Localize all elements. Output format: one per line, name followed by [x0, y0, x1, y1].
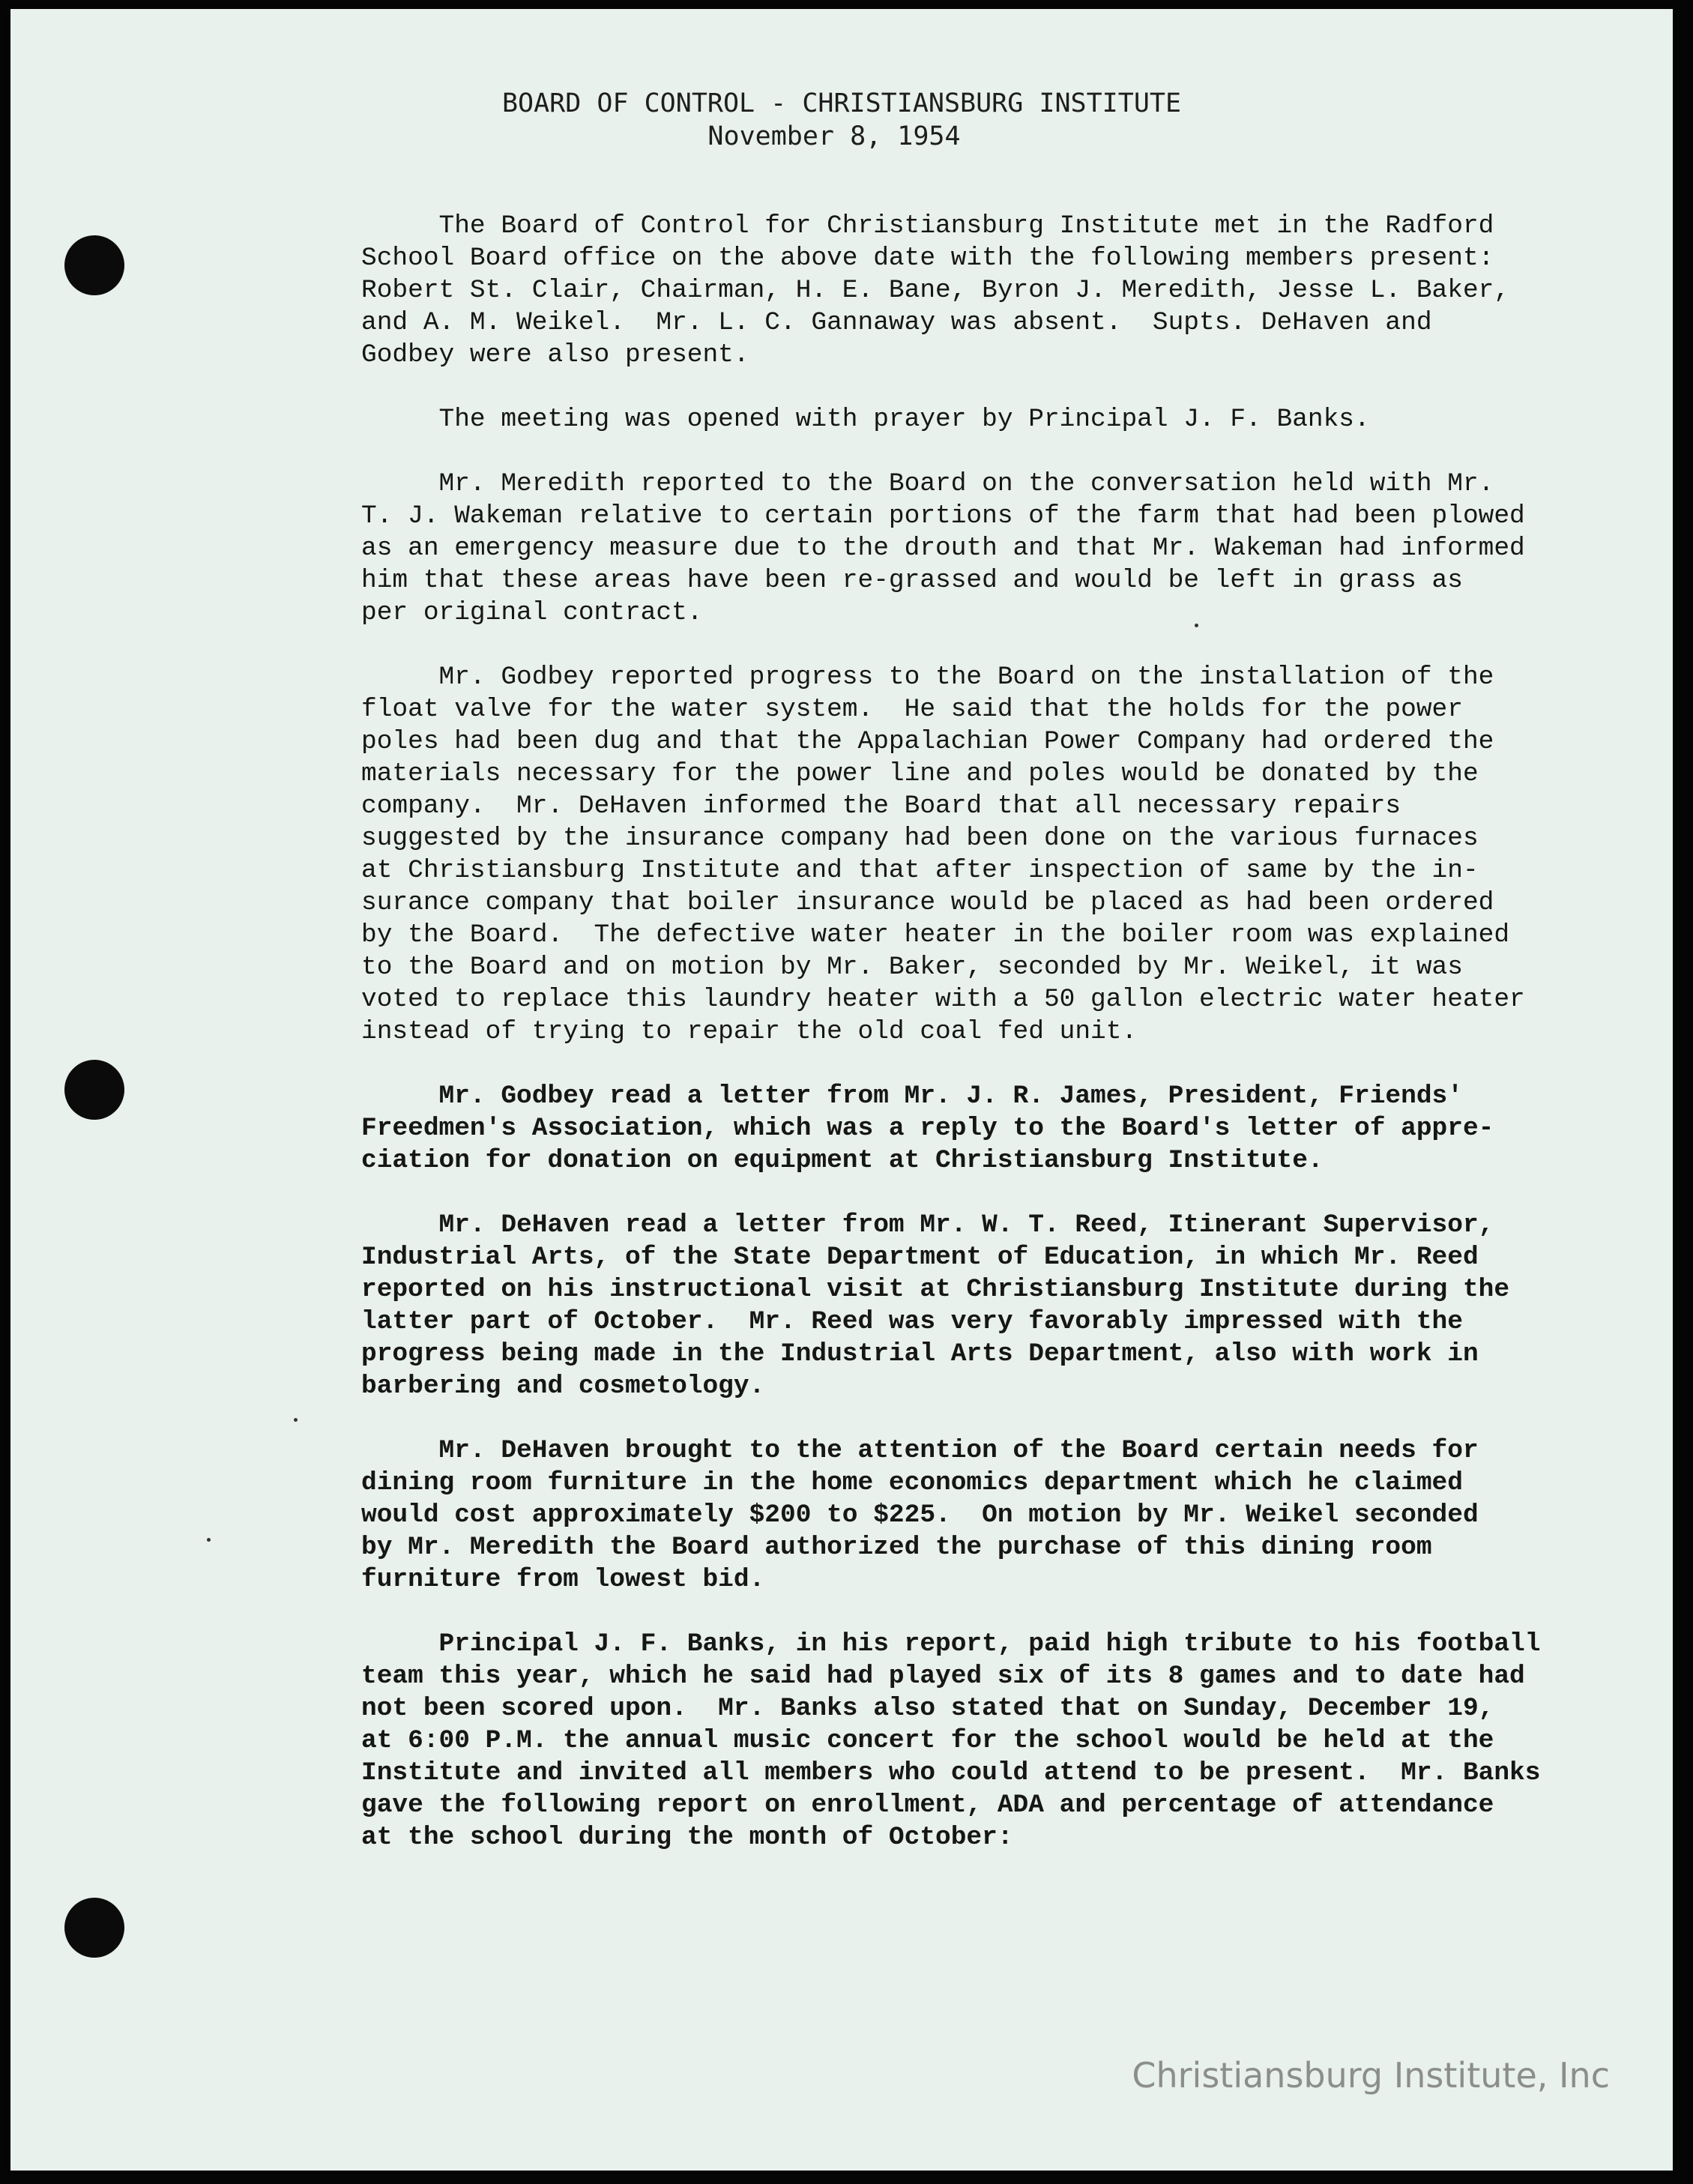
paragraph-line: surance company that boiler insurance would be placed as had been ordered [361, 888, 1494, 917]
minutes-paragraph [361, 1628, 1605, 1853]
paragraph-line: Mr. DeHaven brought to the attention of the Board certain needs for [361, 1436, 1479, 1465]
paragraph-line: to the Board and on motion by Mr. Baker, seconded by Mr. Weikel, it was [361, 953, 1463, 982]
paragraph-line: Godbey were also present. [361, 340, 749, 369]
paragraph-line: per original contract. [361, 598, 703, 627]
minutes-paragraph [361, 1209, 1605, 1402]
paragraph-line: by Mr. Meredith the Board authorized the purchase of this dining room [361, 1533, 1432, 1562]
paragraph-line: at Christiansburg Institute and that after inspection of same by the in- [361, 856, 1479, 885]
paragraph-line: as an emergency measure due to the drouth and that Mr. Wakeman had informed [361, 534, 1525, 563]
paragraph-line: at the school during the month of October: [361, 1823, 1013, 1852]
paragraph-line: T. J. Wakeman relative to certain portions of the farm that had been plowed [361, 501, 1525, 531]
paragraph-line: Industrial Arts, of the State Department of Education, in which Mr. Reed [361, 1243, 1479, 1272]
paper-speck [207, 1538, 211, 1542]
minutes-paragraph [361, 403, 1605, 435]
binder-hole-middle [64, 1060, 124, 1120]
watermark: Christiansburg Institute, Inc [1132, 2055, 1610, 2096]
document-date: November 8, 1954 [707, 121, 961, 151]
paper-speck [294, 1418, 298, 1422]
paragraph-line: Mr. Godbey reported progress to the Board on the installation of the [361, 663, 1494, 692]
paragraph-line: Freedmen's Association, which was a reply to the Board's letter of appre- [361, 1114, 1494, 1143]
paragraph-line: materials necessary for the power line and poles would be donated by the [361, 759, 1479, 788]
paragraph-line: furniture from lowest bid. [361, 1565, 765, 1594]
document-title: BOARD OF CONTROL - CHRISTIANSBURG INSTITUTE [501, 88, 1182, 118]
paragraph-line: latter part of October. Mr. Reed was very favorably impressed with the [361, 1307, 1463, 1336]
binder-hole-bottom [64, 1898, 124, 1958]
paragraph-line: Principal J. F. Banks, in his report, paid high tribute to his football [361, 1629, 1541, 1659]
minutes-paragraph [361, 1080, 1605, 1177]
paragraph-line: Mr. Meredith reported to the Board on the conversation held with Mr. [361, 469, 1494, 498]
document-header [10, 87, 1673, 153]
paragraph-line: would cost approximately $200 to $225. On motion by Mr. Weikel seconded [361, 1500, 1479, 1530]
paragraph-line: and A. M. Weikel. Mr. L. C. Gannaway was absent. Supts. DeHaven and [361, 308, 1432, 337]
document-page [10, 9, 1673, 2171]
minutes-paragraph [361, 1435, 1605, 1596]
paragraph-line: voted to replace this laundry heater with a 50 gallon electric water heater [361, 985, 1525, 1014]
minutes-paragraph [361, 210, 1605, 371]
paragraph-line: gave the following report on enrollment, ADA and percentage of attendance [361, 1791, 1494, 1820]
paragraph-line: instead of trying to repair the old coal fed unit. [361, 1017, 1138, 1046]
paragraph-line: Mr. DeHaven read a letter from Mr. W. T. Reed, Itinerant Supervisor, [361, 1210, 1494, 1240]
paragraph-line: Mr. Godbey read a letter from Mr. J. R. James, President, Friends' [361, 1082, 1463, 1111]
paragraph-line: The Board of Control for Christiansburg Institute met in the Radford [361, 211, 1494, 241]
paragraph-line: not been scored upon. Mr. Banks also stated that on Sunday, December 19, [361, 1694, 1494, 1723]
paragraph-line: float valve for the water system. He said that the holds for the power [361, 695, 1463, 724]
paragraph-line: barbering and cosmetology. [361, 1372, 765, 1401]
paragraph-line: School Board office on the above date with the following members present: [361, 244, 1494, 273]
paragraph-line: him that these areas have been re-grassed and would be left in grass as [361, 566, 1463, 595]
paragraph-line: progress being made in the Industrial Arts Department, also with work in [361, 1339, 1479, 1369]
paragraph-line: Institute and invited all members who could attend to be present. Mr. Banks [361, 1758, 1541, 1788]
paragraph-line: at 6:00 P.M. the annual music concert for the school would be held at the [361, 1726, 1494, 1755]
paragraph-line: team this year, which he said had played six of its 8 games and to date had [361, 1662, 1525, 1691]
paragraph-line: dining room furniture in the home economics department which he claimed [361, 1468, 1463, 1497]
minutes-paragraph [361, 661, 1605, 1048]
paragraph-line: ciation for donation on equipment at Christiansburg Institute. [361, 1146, 1324, 1175]
paragraph-line: by the Board. The defective water heater in the boiler room was explained [361, 920, 1510, 950]
paragraph-line: poles had been dug and that the Appalachian Power Company had ordered the [361, 727, 1494, 756]
minutes-paragraph [361, 468, 1605, 629]
binder-hole-top [64, 235, 124, 295]
paragraph-line: The meeting was opened with prayer by Principal J. F. Banks. [361, 405, 1370, 434]
paragraph-line: company. Mr. DeHaven informed the Board that all necessary repairs [361, 791, 1401, 821]
paragraph-line: Robert St. Clair, Chairman, H. E. Bane, Byron J. Meredith, Jesse L. Baker, [361, 276, 1510, 305]
minutes-body [361, 210, 1605, 1886]
paragraph-line: reported on his instructional visit at Christiansburg Institute during the [361, 1275, 1510, 1304]
paragraph-line: suggested by the insurance company had been done on the various furnaces [361, 824, 1479, 853]
